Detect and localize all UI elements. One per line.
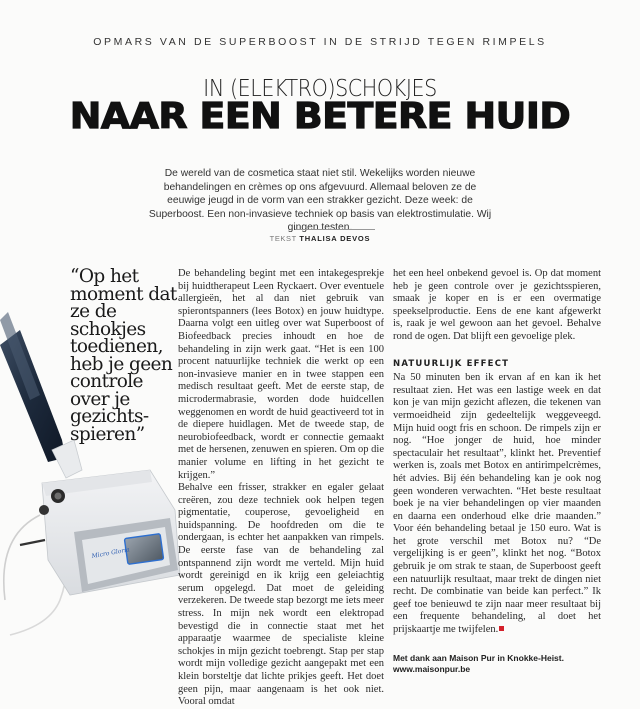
article-column-2: [393, 268, 601, 675]
article-title-bold: NAAR EEN BETERE HUID: [69, 96, 571, 137]
byline-label: TEKST: [269, 234, 297, 243]
pull-quote: “Op het moment dat ze de schokjes toedienen, heb je geen controle over je gezichts-spieren”: [70, 266, 177, 445]
device-brand-label: Micro Gloria: [91, 546, 131, 560]
credit-text: Met dank aan Maison Pur in Knokke-Heist.: [393, 652, 564, 663]
article-intro: De wereld van de cosmetica staat niet stil. Wekelijks worden nieuwe behandelingen en crèmes op ons afgevuurd. Allemaal beloven ze de eeuwige jeugd in de vorm van een strakker gezicht. Deze week: de Superboost. Een non-invasieve techniek op basis van elektrostimulatie. Wij gingen testen.: [148, 168, 492, 233]
byline: [0, 234, 640, 243]
byline-author: THALISA DEVOS: [299, 234, 371, 243]
body-paragraph: het een heel onbekend gevoel is. Op dat moment heb je geen controle over je gezichtsspieren, smaak je koper en is er een overmatige speekselproductie. Eens de ene kant afgewerkt is, raak je wel gewoon aan het gevoel. Behalve rond de ogen. Dat blijft een gevoelige plek.: [393, 268, 601, 342]
body-paragraph: De behandeling begint met een intakegesprekje bij huidtherapeut Leen Ryckaert. Over eventuele allergieën, het al dan niet gebruik van spierontspanners (lees Botox) en jouw huidtype. Daarna volgt een uitleg over wat Superboost of Biofeedback precies inhoudt en hoe de behandeling in zijn werk gaat. “Het is een 100 procent natuurlijke techniek die werkt op een non-invasieve manier en in twee stappen een medisch resultaat geeft. Met de eerste stap, de microdermabrasie, worden dode huidcellen weggenomen en wordt de huid geactiveerd tot in de diepere huidlagen. Met de tweede stap, de neurobiofeedback, wordt er connectie gemaakt met de hersenen, zenuwen en spieren. Om op die manier volume en lifting in het gezicht te krijgen.”: [178, 268, 384, 481]
credit-url-link[interactable]: www.maisonpur.be: [393, 663, 471, 674]
article-column-1: [178, 268, 384, 709]
byline-divider: [295, 229, 375, 230]
end-mark-icon: [499, 626, 504, 631]
article-title-light: IN (ELEKTRO)SCHOKJES: [203, 76, 437, 102]
credit-line: [393, 653, 601, 675]
article-kicker: OPMARS VAN DE SUPERBOOST IN DE STRIJD TEGEN RIMPELS: [93, 36, 547, 48]
body-paragraph: [393, 372, 601, 636]
body-paragraph: Behalve een frisser, strakker en egaler gelaat creëren, zou deze techniek ook helpen tegen pigmentatie, couperose, gevoeligheid en huidspanning. De hoofdreden om die te ondergaan, is echter het aanpakken van rimpels. De eerste fase van de behandeling zal ontspannend zijn wordt me verteld. Mijn huid wordt gereinigd en ik krijg een geleiachtig serum opgelegd. Dat moet de geleiding verzekeren. De tweede stap bezorgt me iets meer stress. In mijn nek wordt een elektropad bevestigd die in connectie staat met het apparaatje waarmee de specialiste kleine schokjes in mijn gezicht toebrengt. Stap per stap wordt mijn volledige gezicht aangepakt met een klein borsteltje dat lichte prikjes geeft. Het doet geen pijn, maar aangenaam is het ook niet. Vooral omdat: [178, 482, 384, 708]
body-paragraph-text: Na 50 minuten ben ik ervan af en kan ik het resultaat zien. Het was een lastige week en dat kon je van mijn gezicht aflezen, die tekenen van vermoeidheid zijn gedeeltelijk weggeveegd. Mijn huid oogt fris en schoon. De rimpels zijn er nog. “Hoe jonger de huid, hoe minder spectaculair het resultaat”, klinkt het. Preventief werken is, zoals met Botox en antirimpelcrèmes, hét advies. Bij één behandeling kan je ook nog geen wonderen verwachten. “Het beste resultaat boek je na vier behandelingen op vier maanden en daarna een onderhoud elke drie maanden.” Voor één behandeling betaal je 150 euro. Wat is het grote verschil met Botox nu? “De vergelijking is er geen”, klinkt het nog. “Botox gebruik je om strak te staan, de Superboost geeft een natuurlijk resultaat, maar trekt de dingen niet recht. De combinatie van beide kan perfect.” Ik geef toe benieuwd te zijn naar meer resultaat bij een frequente behandeling, al doet het prijskaartje me twijfelen.: [393, 372, 601, 636]
section-subhead: NATUURLIJK EFFECT: [393, 358, 510, 369]
